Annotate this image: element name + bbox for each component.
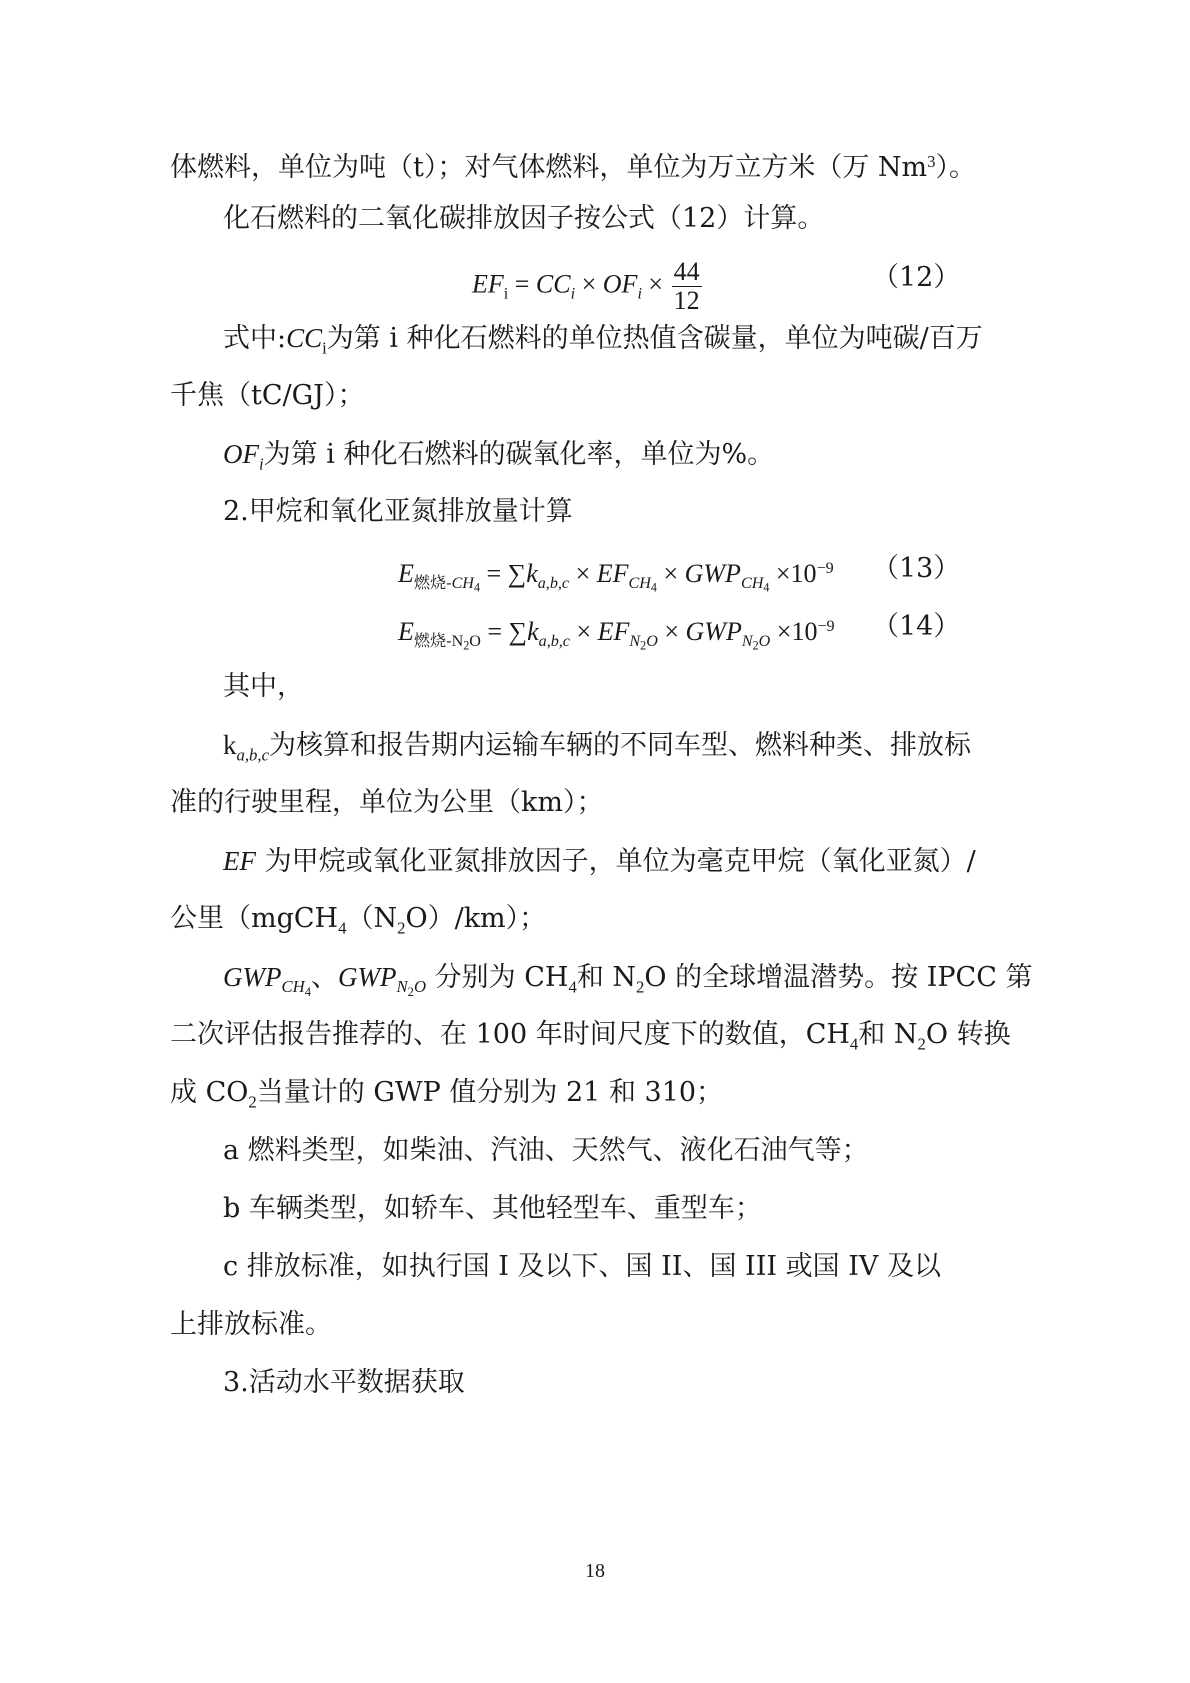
paragraph-line: 化石燃料的二氧化碳排放因子按公式（12）计算。 <box>223 203 825 234</box>
equation-14: $E_{燃烧-N_2O} = \sum k_{a,b,c} \times EF_{N_2O} \times GWP_{N_2O} \times 10^{-9}$ <box>398 616 835 653</box>
fraction: $\frac{44}{12}$ <box>673 257 700 315</box>
paragraph-line: $GWP_{CH_4}$、$GWP_{N_2O}$ 分别为 $CH_4$和 $N_2O$ 的全球增温潜势。按 IPCC 第 <box>223 962 1033 1000</box>
equation-number: （14） <box>872 611 961 642</box>
paragraph-line: 准的行驶里程，单位为公里（km）； <box>170 787 604 818</box>
paragraph-line: 体燃料，单位为吨（t）；对气体燃料，单位为万立方米（万 Nm$^3$）。 <box>170 152 977 184</box>
equation-13: $E_{燃烧-CH_4} = \sum k_{a,b,c} \times EF_{CH_4} \times GWP_{CH_4} \times 10^{-9}$ <box>398 558 834 595</box>
list-item: a 燃料类型，如柴油、汽油、天然气、液化石油气等； <box>223 1135 869 1166</box>
section-heading: 2.甲烷和氧化亚氮排放量计算 <box>223 496 573 527</box>
paragraph-line: 其中， <box>223 671 304 702</box>
equation-number: （12） <box>872 262 961 293</box>
paragraph-line: $k_{a,b,c}$为核算和报告期内运输车辆的不同车型、燃料种类、排放标 <box>223 730 972 765</box>
paragraph-line: 二次评估报告推荐的、在 100 年时间尺度下的数值，$CH_4$和 $N_2O$ 转换 <box>170 1019 1011 1054</box>
list-item: b 车辆类型，如轿车、其他轻型车、重型车； <box>223 1193 762 1224</box>
paragraph-line: 上排放标准。 <box>170 1309 332 1340</box>
paragraph-line: 成 $CO_2$当量计的 GWP 值分别为 21 和 310； <box>170 1077 724 1112</box>
section-heading: 3.活动水平数据获取 <box>223 1367 465 1398</box>
paragraph-line: 公里$(mgCH_4(N_2O)/km)$； <box>170 903 547 938</box>
paragraph-line: $OF_i$为第 i 种化石燃料的碳氧化率，单位为%。 <box>223 439 775 474</box>
paragraph-line: 千焦（tC/GJ）； <box>170 380 365 411</box>
equation-12: $EF_i = CC_i \times OF_i$ × $\frac{44}{12}$ <box>472 257 700 315</box>
page-number: 18 <box>585 1560 605 1582</box>
equation-number: （13） <box>872 553 961 584</box>
paragraph-line: 式中$:CC_i$为第 i 种化石燃料的单位热值含碳量，单位为吨碳/百万 <box>223 323 983 358</box>
paragraph-line: EF 为甲烷或氧化亚氮排放因子，单位为毫克甲烷（氧化亚氮）/ <box>223 846 976 877</box>
list-item: c 排放标准，如执行国 I 及以下、国 II、国 III 或国 IV 及以 <box>223 1251 941 1282</box>
